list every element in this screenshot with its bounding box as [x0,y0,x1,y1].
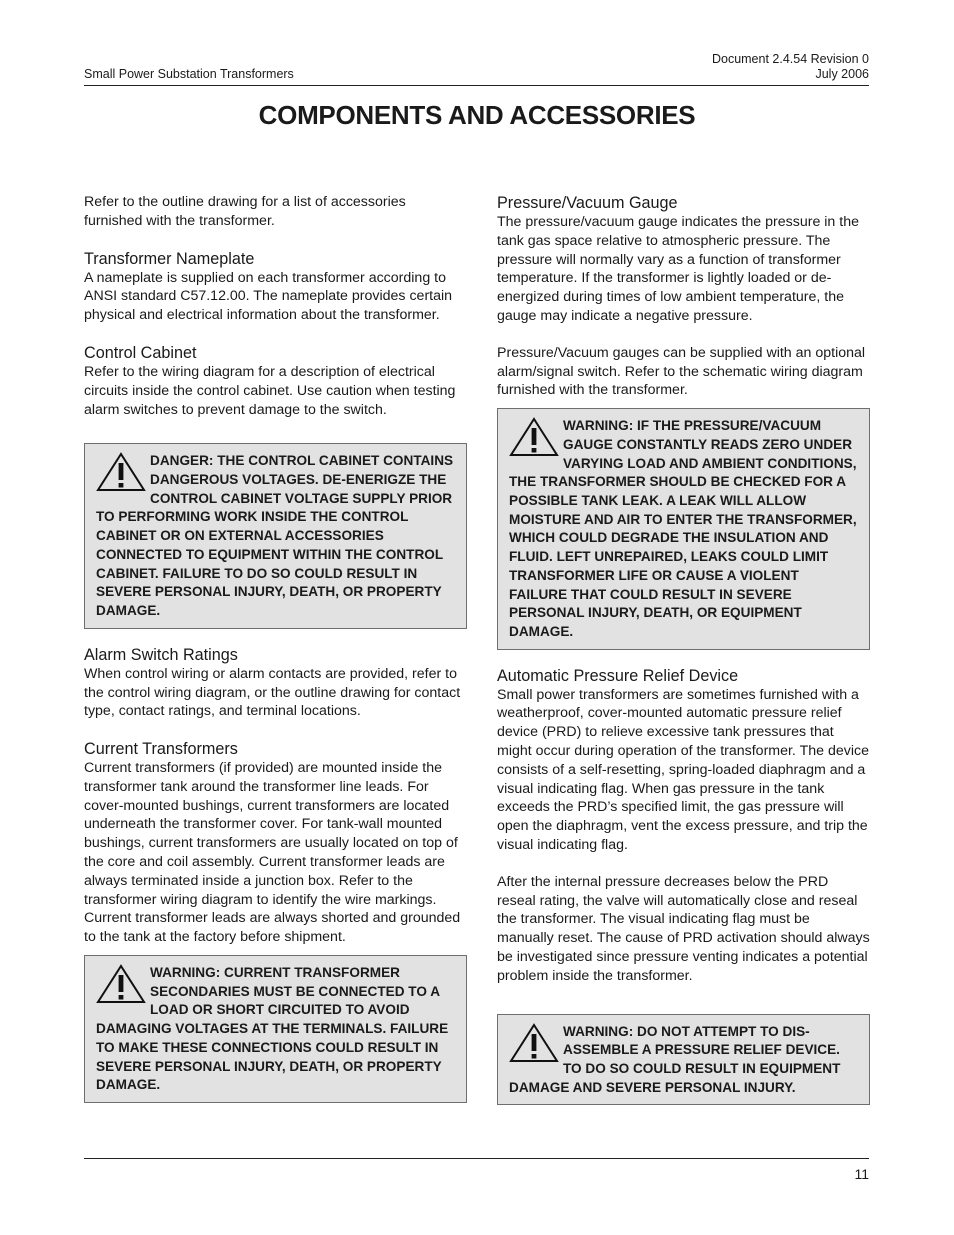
alarm-switch-heading: Alarm Switch Ratings [84,645,238,664]
control-cabinet-heading: Control Cabinet [84,343,197,362]
ct-warning-label: WARNING [150,965,216,981]
nameplate-paragraph: A nameplate is supplied on each transformer according to ANSI standard C57.12.00. The nameplate provides certain physical and electrical information about the transformer. [84,269,453,324]
page-title: COMPONENTS AND ACCESSORIES [258,100,696,130]
ct-warning-text: : CURRENT TRANSFORMER SECONDARIES MUST BE CONNECTED TO A LOAD OR SHORT CIRCUITED TO AVOID DAMAGING VOLTAGES AT THE TERMINALS. FAILURE TO MAKE THESE CONNECTIONS COULD RESULT IN SEVERE PERSONAL INJURY, DEATH, OR PROPERTY DAMAGE. [96,965,449,1093]
ct-warning-box [84,955,467,1103]
prd-warning-text: : DO NOT ATTEMPT TO DIS-ASSEMBLE A PRESSURE RELIEF DEVICE. TO DO SO COULD RESULT IN EQUIPMENT DAMAGE AND SEVERE PERSONAL INJURY. [509,1023,841,1095]
danger-text: : THE CONTROL CABINET CONTAINS DANGEROUS VOLTAGES. DE-ENERIGZE THE CONTROL CABINET VOLTAGE SUPPLY PRIOR TO PERFORMING WORK INSIDE THE CONTROL CABINET OR ON EXTERNAL ACCESSORIES CONNECTED TO EQUIPMENT WITHIN THE CONTROL CABINET. FAILURE TO DO SO COULD RESULT IN SEVERE PERSONAL INJURY, DEATH, OR PROPERTY DAMAGE. [96,453,454,618]
danger-box [84,443,467,628]
pressure-gauge-paragraph-1: The pressure/vacuum gauge indicates the pressure in the tank gas space relative to atmospheric pressure. The pressure will normally vary as a function of transformer temperature. If the transformer is lightly loaded or de-energized during times of low ambient temperature, the gauge may indicate a negative pressure. [497,214,859,324]
warning-triangle-icon [509,417,559,457]
warning-triangle-icon [509,1023,559,1063]
gauge-warning-label: WARNING [563,418,629,434]
intro-paragraph: Refer to the outline drawing for a list of accessories furnished with the transformer. [84,194,406,229]
gauge-warning-box [497,408,870,649]
page-number: 11 [854,1166,869,1182]
current-transformers-heading: Current Transformers [84,740,238,759]
prd-paragraph-2: After the internal pressure decreases below the PRD reseal rating, the valve will automatically close and reseal the transformer. The visual indicating flag must be manually reset. The cause of PRD activation should always be investigated since pressure venting indicates a potential problem inside the transformer. [497,873,870,984]
danger-label: DANGER [150,453,209,469]
nameplate-heading: Transformer Nameplate [84,249,255,268]
header-rule [84,85,869,86]
left-column [84,193,467,1103]
warning-triangle-icon [96,452,146,492]
pressure-gauge-paragraph-2: Pressure/Vacuum gauges can be supplied with an optional alarm/signal switch. Refer to the schematic wiring diagram furnished with the transformer. [497,344,866,399]
prd-heading: Automatic Pressure Relief Device [497,666,739,685]
alarm-switch-paragraph: When control wiring or alarm contacts are provided, refer to the control wiring diagram, or the outline drawing for contact type, contact ratings, and terminal locations. [84,665,461,720]
current-transformers-paragraph: Current transformers (if provided) are mounted inside the transformer tank around the transformer line leads. For cover-mounted bushings, current transformers are located underneath the transformer cover. For tank-wall mounted bushings, current transformers are usually located on top of the core and coil assembly. Current transformer leads are always terminated inside a junction box. Refer to the transformer wiring diagram to identify the wire markings. Current transformer leads are always shorted and grounded to the tank at the factory before shipment. [84,760,461,946]
warning-triangle-icon [96,964,146,1004]
running-header-title: Small Power Substation Transformers [84,67,294,81]
footer-rule [84,1158,869,1159]
right-column [497,193,870,1105]
control-cabinet-paragraph: Refer to the wiring diagram for a description of electrical circuits inside the control cabinet. Use caution when testing alarm switches to prevent damage to the switch. [84,363,456,418]
prd-warning-box [497,1014,870,1106]
document-info [712,52,869,82]
document-number: Document 2.4.54 Revision 0 [711,52,869,66]
gauge-warning-text: : IF THE PRESSURE/VACUUM GAUGE CONSTANTLY READS ZERO UNDER VARYING LOAD AND AMBIENT CONDITIONS, THE TRANSFORMER SHOULD BE CHECKED FOR A POSSIBLE TANK LEAK. A LEAK WILL ALLOW MOISTURE AND AIR TO ENTER THE TRANSFORMER, WHICH COULD DEGRADE THE INSULATION AND FLUID. LEFT UNREPAIRED, LEAKS COULD LIMIT TRANSFORMER LIFE OR CAUSE A VIOLENT FAILURE THAT COULD RESULT IN SEVERE PERSONAL INJURY, DEATH, OR EQUIPMENT DAMAGE. [509,418,857,639]
prd-paragraph-1: Small power transformers are sometimes furnished with a weatherproof, cover-mounted automatic pressure relief device (PRD) to relieve excessive tank pressures that might occur during operation of the transformer. The device consists of a self-resetting, spring-loaded diaphragm and a visual indicating flag. When gas pressure in the tank exceeds the PRD’s specified limit, the gas pressure will open the diaphragm, vent the excess pressure, and trip the visual indicating flag. [497,686,869,853]
pressure-gauge-heading: Pressure/Vacuum Gauge [497,194,678,212]
document-date: July 2006 [815,67,869,81]
prd-warning-label: WARNING [563,1023,629,1039]
